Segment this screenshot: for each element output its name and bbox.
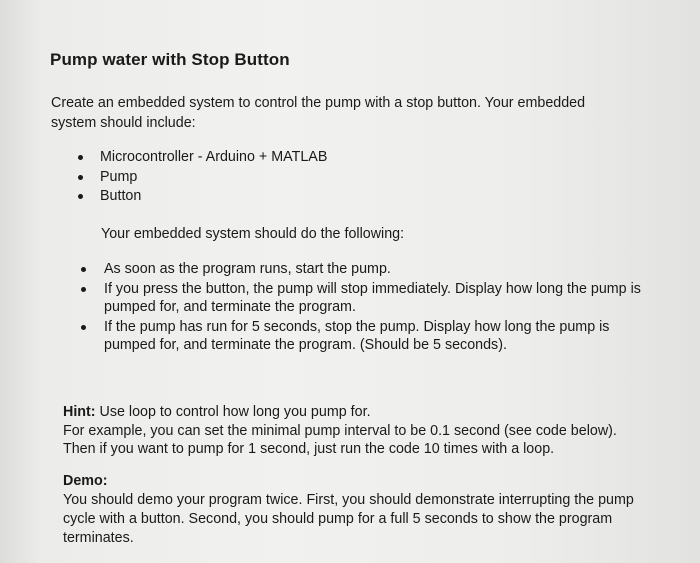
hint-section (63, 403, 653, 459)
bullet-icon (78, 155, 83, 160)
list-item: As soon as the program runs, start the pump. (104, 260, 644, 279)
requirements-list (104, 260, 644, 356)
components-list (100, 148, 327, 207)
demo-label: Demo: (63, 473, 108, 489)
bullet-icon (81, 267, 86, 272)
hint-label: Hint: (63, 404, 96, 420)
bullet-icon (78, 175, 83, 180)
intro-paragraph: Create an embedded system to control the pump with a stop button. Your embedded system should include: (51, 95, 586, 131)
requirements-heading: Your embedded system should do the following: (101, 226, 405, 242)
hint-line-2: For example, you can set the minimal pump interval to be 0.1 second (see code below). (63, 422, 617, 439)
list-item: Pump (100, 168, 327, 188)
hint-line-1: Hint: Use loop to control how long you pump for. (63, 404, 371, 420)
list-item: Microcontroller - Arduino + MATLAB (100, 148, 327, 168)
bullet-icon (81, 325, 86, 330)
demo-text: You should demo your program twice. First, you should demonstrate interrupting the pump cycle with a button. Second, you should pump for a full 5 seconds to show the program terminates. (63, 492, 634, 546)
bullet-icon (81, 287, 86, 292)
bullet-icon (78, 194, 83, 199)
list-item: If the pump has run for 5 seconds, stop the pump. Display how long the pump is pumped for, and terminate the program. (Should be 5 seconds). (104, 318, 644, 355)
document-title: Pump water with Stop Button (50, 50, 290, 69)
hint-line-3: Then if you want to pump for 1 second, just run the code 10 times with a loop. (63, 441, 555, 457)
list-item: If you press the button, the pump will stop immediately. Display how long the pump is pumped for, and terminate the program. (104, 280, 644, 317)
demo-section (63, 472, 653, 548)
list-item: Button (100, 187, 327, 207)
